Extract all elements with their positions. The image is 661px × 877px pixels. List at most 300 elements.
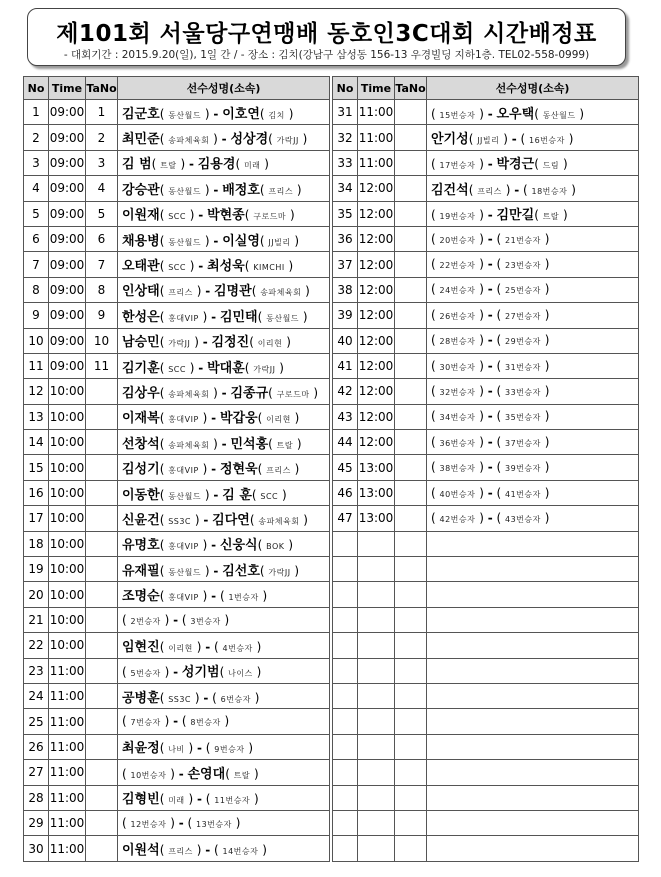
table-row bbox=[333, 125, 639, 150]
table-row bbox=[24, 252, 330, 277]
player1-club: 동산월드 bbox=[168, 110, 202, 120]
row-no: 5 bbox=[24, 201, 49, 226]
player2-name: 김용경 bbox=[197, 157, 236, 173]
empty-row bbox=[333, 760, 639, 785]
player1-club: 트랄 bbox=[160, 161, 177, 171]
row-time: 09:00 bbox=[49, 328, 86, 353]
match-cell: 유재필( 동산월드 ) - 김선호( 가락JJ ) bbox=[118, 557, 330, 582]
versus-dash: - bbox=[198, 360, 204, 375]
player1-club: 홍대VIP bbox=[168, 466, 199, 476]
table-row bbox=[24, 658, 330, 683]
versus-dash: - bbox=[173, 665, 179, 680]
empty-cell bbox=[395, 607, 427, 632]
row-time: 11:00 bbox=[49, 785, 86, 810]
title-box bbox=[27, 8, 626, 66]
table-row bbox=[24, 303, 330, 328]
player1-club: 40번승자 bbox=[439, 489, 476, 499]
table-row bbox=[24, 506, 330, 531]
versus-dash: - bbox=[198, 208, 204, 223]
empty-cell bbox=[395, 836, 427, 861]
versus-dash: - bbox=[221, 385, 227, 400]
empty-row bbox=[333, 607, 639, 632]
player2-club: 21번승자 bbox=[505, 235, 541, 245]
empty-cell bbox=[395, 683, 427, 708]
player1-name: 이재복 bbox=[122, 411, 160, 427]
row-no: 44 bbox=[333, 430, 358, 455]
row-table-no bbox=[395, 430, 427, 455]
player2-name: 김 훈 bbox=[222, 487, 252, 503]
row-no: 1 bbox=[24, 100, 49, 125]
empty-cell bbox=[358, 785, 395, 810]
empty-cell bbox=[358, 709, 395, 734]
player2-club: 트랄 bbox=[276, 440, 294, 450]
empty-cell bbox=[333, 709, 358, 734]
row-no: 34 bbox=[333, 176, 358, 201]
player1-club: SS3C bbox=[168, 516, 192, 526]
row-table-no bbox=[86, 709, 118, 734]
versus-dash: - bbox=[514, 182, 520, 197]
row-no: 47 bbox=[333, 506, 358, 531]
row-no: 23 bbox=[24, 658, 49, 683]
row-table-no bbox=[395, 328, 427, 353]
empty-cell bbox=[358, 734, 395, 759]
row-no: 24 bbox=[24, 683, 49, 708]
empty-row bbox=[333, 557, 639, 582]
empty-cell bbox=[358, 531, 395, 556]
player1-club: 나비 bbox=[168, 745, 185, 755]
empty-row bbox=[333, 836, 639, 861]
player1-club: 홍대VIP bbox=[168, 415, 199, 425]
versus-dash: - bbox=[211, 589, 217, 604]
row-table-no: 2 bbox=[86, 125, 118, 150]
match-cell: 이재복( 홍대VIP ) - 박갑웅( 이리현 ) bbox=[118, 404, 330, 429]
player2-club: 구로드마 bbox=[276, 389, 310, 399]
table-row bbox=[24, 176, 330, 201]
player2-club: 미래 bbox=[243, 161, 261, 171]
match-cell: ( 19번승자 ) - 김만길( 트랄 ) bbox=[427, 201, 639, 226]
player1-club: 38번승자 bbox=[439, 464, 476, 474]
row-table-no bbox=[395, 201, 427, 226]
player1-club: 동산월드 bbox=[168, 491, 202, 501]
row-table-no: 4 bbox=[86, 176, 118, 201]
match-cell: ( 40번승자 ) - ( 41번승자 ) bbox=[427, 480, 639, 505]
match-cell: ( 10번승자 ) - 손영대( 트랄 ) bbox=[118, 760, 330, 785]
row-time: 11:00 bbox=[49, 760, 86, 785]
versus-dash: - bbox=[213, 182, 219, 197]
empty-row bbox=[333, 810, 639, 835]
row-table-no bbox=[86, 836, 118, 861]
versus-dash: - bbox=[173, 714, 179, 729]
versus-dash: - bbox=[487, 282, 493, 297]
match-cell: 공병훈( SS3C ) - ( 6번승자 ) bbox=[118, 683, 330, 708]
row-no: 7 bbox=[24, 252, 49, 277]
table-row bbox=[333, 404, 639, 429]
table-row bbox=[24, 836, 330, 861]
row-table-no bbox=[86, 430, 118, 455]
match-cell: 김건석( 프리스 ) - ( 18번승자 ) bbox=[427, 176, 639, 201]
row-time: 12:00 bbox=[358, 379, 395, 404]
table-row bbox=[333, 379, 639, 404]
match-cell: ( 5번승자 ) - 성기범( 나이스 ) bbox=[118, 658, 330, 683]
row-no: 15 bbox=[24, 455, 49, 480]
empty-cell bbox=[333, 582, 358, 607]
player1-club: 34번승자 bbox=[439, 413, 476, 423]
row-no: 26 bbox=[24, 734, 49, 759]
row-table-no bbox=[395, 100, 427, 125]
row-table-no: 5 bbox=[86, 201, 118, 226]
table-row bbox=[333, 201, 639, 226]
player1-name: 임현진 bbox=[122, 639, 160, 655]
player1-club: 26번승자 bbox=[439, 311, 476, 321]
player2-name: 배정호 bbox=[222, 182, 260, 198]
row-time: 12:00 bbox=[358, 430, 395, 455]
table-row bbox=[333, 328, 639, 353]
empty-cell bbox=[395, 810, 427, 835]
table-row bbox=[24, 531, 330, 556]
table-row bbox=[24, 150, 330, 175]
empty-row bbox=[333, 734, 639, 759]
row-time: 12:00 bbox=[358, 353, 395, 378]
row-time: 13:00 bbox=[358, 480, 395, 505]
row-no: 10 bbox=[24, 328, 49, 353]
empty-cell bbox=[333, 785, 358, 810]
player2-name: 정현욱 bbox=[219, 462, 258, 478]
row-table-no bbox=[395, 125, 427, 150]
player1-name: 강승관 bbox=[122, 182, 160, 198]
row-time: 11:00 bbox=[49, 836, 86, 861]
row-time: 11:00 bbox=[358, 100, 395, 125]
empty-cell bbox=[427, 836, 639, 861]
player2-club: 3번승자 bbox=[190, 616, 221, 626]
match-cell: 신윤건( SS3C ) - 김다연( 송파체육회 ) bbox=[118, 506, 330, 531]
player1-club: 28번승자 bbox=[439, 337, 476, 347]
player2-club: 동산월드 bbox=[542, 110, 576, 120]
row-no: 14 bbox=[24, 430, 49, 455]
row-table-no bbox=[86, 531, 118, 556]
match-cell: ( 42번승자 ) - ( 43번승자 ) bbox=[427, 506, 639, 531]
player1-club: 송파체육회 bbox=[168, 389, 210, 399]
empty-cell bbox=[427, 734, 639, 759]
row-time: 11:00 bbox=[49, 709, 86, 734]
row-time: 09:00 bbox=[49, 201, 86, 226]
match-cell: 최민준( 송파체육회 ) - 성상경( 가락JJ ) bbox=[118, 125, 330, 150]
row-table-no bbox=[395, 455, 427, 480]
row-table-no bbox=[86, 379, 118, 404]
row-no: 22 bbox=[24, 633, 49, 658]
empty-cell bbox=[395, 734, 427, 759]
match-cell: 임현진( 이리현 ) - ( 4번승자 ) bbox=[118, 633, 330, 658]
page-subtitle: - 대회기간 : 2015.9.20(일), 1일 간 / - 장소 : 김치(강남구 삼성동 156-13 우경빌딩 지하1층. TEL02-558-0999) bbox=[63, 49, 590, 61]
player1-club: 홍대VIP bbox=[168, 313, 199, 323]
empty-row bbox=[333, 658, 639, 683]
empty-cell bbox=[333, 607, 358, 632]
player1-name: 유명호 bbox=[122, 538, 160, 554]
table-row bbox=[24, 709, 330, 734]
player2-name: 김명관 bbox=[214, 284, 252, 300]
versus-dash: - bbox=[487, 434, 493, 449]
player2-club: 29번승자 bbox=[505, 337, 541, 347]
table-row bbox=[333, 277, 639, 302]
player2-club: 33번승자 bbox=[505, 387, 541, 397]
versus-dash: - bbox=[202, 335, 208, 350]
player2-club: 16번승자 bbox=[529, 136, 565, 146]
match-cell: ( 24번승자 ) - ( 25번승자 ) bbox=[427, 277, 639, 302]
row-no: 17 bbox=[24, 506, 49, 531]
row-no: 31 bbox=[333, 100, 358, 125]
empty-cell bbox=[427, 785, 639, 810]
versus-dash: - bbox=[173, 612, 179, 627]
player1-name: 채용병 bbox=[122, 233, 160, 249]
match-cell: ( 32번승자 ) - ( 33번승자 ) bbox=[427, 379, 639, 404]
player1-name: 김건석 bbox=[431, 182, 469, 198]
row-no: 6 bbox=[24, 226, 49, 251]
row-time: 11:00 bbox=[49, 658, 86, 683]
empty-cell bbox=[333, 734, 358, 759]
player2-name: 성기범 bbox=[181, 665, 220, 681]
player2-name: 김선호 bbox=[222, 563, 260, 579]
player2-club: 14번승자 bbox=[222, 847, 259, 857]
player2-name: 박대훈 bbox=[207, 360, 245, 376]
player1-club: 7번승자 bbox=[130, 718, 161, 728]
row-time: 12:00 bbox=[358, 277, 395, 302]
row-time: 10:00 bbox=[49, 404, 86, 429]
versus-dash: - bbox=[511, 132, 517, 147]
player2-club: 4번승자 bbox=[222, 643, 253, 653]
empty-row bbox=[333, 709, 639, 734]
table-row bbox=[24, 328, 330, 353]
table-row bbox=[333, 480, 639, 505]
table-row bbox=[24, 430, 330, 455]
match-cell: ( 12번승자 ) - ( 13번승자 ) bbox=[118, 810, 330, 835]
player1-club: 36번승자 bbox=[439, 438, 476, 448]
match-cell: 김성기( 홍대VIP ) - 정현욱( 프리스 ) bbox=[118, 455, 330, 480]
player2-club: 11번승자 bbox=[214, 796, 251, 806]
versus-dash: - bbox=[188, 157, 194, 172]
match-cell: 김기훈( SCC ) - 박대훈( 가락JJ ) bbox=[118, 353, 330, 378]
player2-name: 박경근 bbox=[496, 157, 535, 173]
table-row bbox=[24, 633, 330, 658]
table-row bbox=[333, 303, 639, 328]
empty-cell bbox=[395, 760, 427, 785]
row-time: 09:00 bbox=[49, 100, 86, 125]
player1-club: 32번승자 bbox=[439, 387, 476, 397]
match-cell: 안기성( JJ빌리 ) - ( 16번승자 ) bbox=[427, 125, 639, 150]
col-header-no: No bbox=[24, 77, 49, 100]
empty-cell bbox=[333, 557, 358, 582]
player1-club: 가락JJ bbox=[168, 339, 191, 349]
row-no: 46 bbox=[333, 480, 358, 505]
row-table-no: 7 bbox=[86, 252, 118, 277]
row-table-no: 1 bbox=[86, 100, 118, 125]
col-header-tano: TaNo bbox=[86, 77, 118, 100]
versus-dash: - bbox=[487, 510, 493, 525]
match-cell: 한성은( 홍대VIP ) - 김민태( 동산월드 ) bbox=[118, 303, 330, 328]
player2-club: 1번승자 bbox=[228, 593, 259, 603]
empty-cell bbox=[333, 633, 358, 658]
table-row bbox=[24, 100, 330, 125]
row-table-no bbox=[395, 480, 427, 505]
player1-club: 2번승자 bbox=[130, 616, 161, 626]
player2-name: 김만길 bbox=[496, 208, 535, 224]
row-no: 39 bbox=[333, 303, 358, 328]
player1-club: 홍대VIP bbox=[168, 593, 199, 603]
row-time: 11:00 bbox=[358, 125, 395, 150]
row-no: 4 bbox=[24, 176, 49, 201]
match-cell: ( 15번승자 ) - 오우택( 동산월드 ) bbox=[427, 100, 639, 125]
versus-dash: - bbox=[487, 231, 493, 246]
empty-cell bbox=[427, 607, 639, 632]
row-no: 37 bbox=[333, 252, 358, 277]
match-cell: 남승민( 가락JJ ) - 김정진( 이리현 ) bbox=[118, 328, 330, 353]
match-cell: 김군호( 동산월드 ) - 이호연( 김치 ) bbox=[118, 100, 330, 125]
player2-name: 김종규 bbox=[230, 385, 269, 401]
player1-club: SCC bbox=[168, 364, 186, 374]
row-no: 13 bbox=[24, 404, 49, 429]
match-cell: 김형빈( 미래 ) - ( 11번승자 ) bbox=[118, 785, 330, 810]
table-row bbox=[24, 455, 330, 480]
row-table-no bbox=[86, 810, 118, 835]
row-time: 12:00 bbox=[358, 201, 395, 226]
empty-cell bbox=[358, 557, 395, 582]
table-row bbox=[333, 430, 639, 455]
player1-name: 김군호 bbox=[122, 106, 160, 122]
versus-dash: - bbox=[487, 307, 493, 322]
versus-dash: - bbox=[221, 132, 227, 147]
player1-name: 유재필 bbox=[122, 563, 160, 579]
row-no: 41 bbox=[333, 353, 358, 378]
row-time: 10:00 bbox=[49, 607, 86, 632]
empty-cell bbox=[358, 683, 395, 708]
row-table-no bbox=[395, 277, 427, 302]
empty-row bbox=[333, 531, 639, 556]
player1-club: 동산월드 bbox=[168, 237, 202, 247]
empty-cell bbox=[395, 582, 427, 607]
row-table-no bbox=[395, 303, 427, 328]
player1-name: 김기훈 bbox=[122, 360, 160, 376]
player2-name: 김다연 bbox=[212, 512, 250, 528]
player2-club: 송파체육회 bbox=[258, 516, 300, 526]
row-table-no: 9 bbox=[86, 303, 118, 328]
match-cell: 김 범( 트랄 ) - 김용경( 미래 ) bbox=[118, 150, 330, 175]
versus-dash: - bbox=[487, 157, 493, 172]
empty-cell bbox=[395, 531, 427, 556]
empty-cell bbox=[333, 683, 358, 708]
empty-cell bbox=[427, 633, 639, 658]
row-no: 9 bbox=[24, 303, 49, 328]
player1-name: 김형빈 bbox=[122, 792, 160, 808]
table-row bbox=[333, 252, 639, 277]
player2-club: 8번승자 bbox=[190, 718, 221, 728]
header-row bbox=[24, 77, 330, 100]
player2-club: 27번승자 bbox=[505, 311, 541, 321]
row-table-no bbox=[86, 557, 118, 582]
match-cell: ( 34번승자 ) - ( 35번승자 ) bbox=[427, 404, 639, 429]
versus-dash: - bbox=[211, 309, 217, 324]
row-table-no: 11 bbox=[86, 353, 118, 378]
table-row bbox=[24, 226, 330, 251]
versus-dash: - bbox=[487, 485, 493, 500]
empty-cell bbox=[333, 836, 358, 861]
player2-club: 6번승자 bbox=[220, 694, 251, 704]
table-row bbox=[333, 150, 639, 175]
schedule-table-left bbox=[23, 76, 330, 862]
player2-name: 이호연 bbox=[222, 106, 260, 122]
row-no: 30 bbox=[24, 836, 49, 861]
match-cell: 유명호( 홍대VIP ) - 신웅식( BOK ) bbox=[118, 531, 330, 556]
row-time: 10:00 bbox=[49, 531, 86, 556]
player2-club: 41번승자 bbox=[505, 489, 541, 499]
row-table-no: 8 bbox=[86, 277, 118, 302]
row-time: 09:00 bbox=[49, 150, 86, 175]
row-no: 21 bbox=[24, 607, 49, 632]
row-time: 10:00 bbox=[49, 379, 86, 404]
empty-cell bbox=[427, 709, 639, 734]
row-no: 38 bbox=[333, 277, 358, 302]
row-table-no bbox=[86, 455, 118, 480]
row-time: 10:00 bbox=[49, 430, 86, 455]
empty-cell bbox=[427, 531, 639, 556]
player1-club: 이리현 bbox=[168, 643, 193, 653]
empty-cell bbox=[358, 633, 395, 658]
versus-dash: - bbox=[203, 512, 209, 527]
row-no: 40 bbox=[333, 328, 358, 353]
player1-name: 최민준 bbox=[122, 132, 160, 148]
row-no: 35 bbox=[333, 201, 358, 226]
col-header-tano: TaNo bbox=[395, 77, 427, 100]
player1-club: 5번승자 bbox=[130, 669, 161, 679]
player2-club: 이리현 bbox=[266, 415, 291, 425]
empty-cell bbox=[358, 760, 395, 785]
player1-name: 이원석 bbox=[122, 843, 160, 859]
match-cell: 조명순( 홍대VIP ) - ( 1번승자 ) bbox=[118, 582, 330, 607]
match-cell: 이동한( 동산월드 ) - 김 훈( SCC ) bbox=[118, 480, 330, 505]
row-time: 11:00 bbox=[49, 734, 86, 759]
player2-club: 이리현 bbox=[257, 339, 283, 349]
player1-club: SCC bbox=[168, 263, 186, 273]
empty-cell bbox=[395, 557, 427, 582]
row-no: 12 bbox=[24, 379, 49, 404]
row-table-no bbox=[395, 404, 427, 429]
match-cell: 김상우( 송파체육회 ) - 김종규( 구로드마 ) bbox=[118, 379, 330, 404]
row-time: 11:00 bbox=[49, 810, 86, 835]
row-time: 12:00 bbox=[358, 328, 395, 353]
table-row bbox=[24, 404, 330, 429]
player2-club: JJ빌리 bbox=[268, 237, 291, 247]
player2-name: 민석홍 bbox=[230, 436, 269, 452]
player2-name: 김민태 bbox=[219, 309, 258, 325]
player2-club: 프리스 bbox=[268, 186, 294, 196]
versus-dash: - bbox=[213, 106, 219, 121]
table-row bbox=[24, 810, 330, 835]
match-cell: 선창석( 송파체육회 ) - 민석홍( 트랄 ) bbox=[118, 430, 330, 455]
player1-name: 김 범 bbox=[122, 157, 152, 173]
player1-club: 프리스 bbox=[168, 288, 193, 298]
player2-club: 구로드마 bbox=[253, 212, 287, 222]
player1-club: 홍대VIP bbox=[168, 542, 199, 552]
row-no: 19 bbox=[24, 557, 49, 582]
player2-name: 최성욱 bbox=[207, 259, 245, 275]
row-time: 12:00 bbox=[358, 226, 395, 251]
versus-dash: - bbox=[487, 358, 493, 373]
player1-club: 동산월드 bbox=[168, 567, 202, 577]
versus-dash: - bbox=[205, 639, 211, 654]
player2-club: 13번승자 bbox=[196, 819, 232, 829]
player1-club: 30번승자 bbox=[439, 362, 476, 372]
empty-row bbox=[333, 633, 639, 658]
row-table-no bbox=[86, 404, 118, 429]
player2-club: 가락JJ bbox=[253, 364, 276, 374]
row-table-no bbox=[86, 683, 118, 708]
